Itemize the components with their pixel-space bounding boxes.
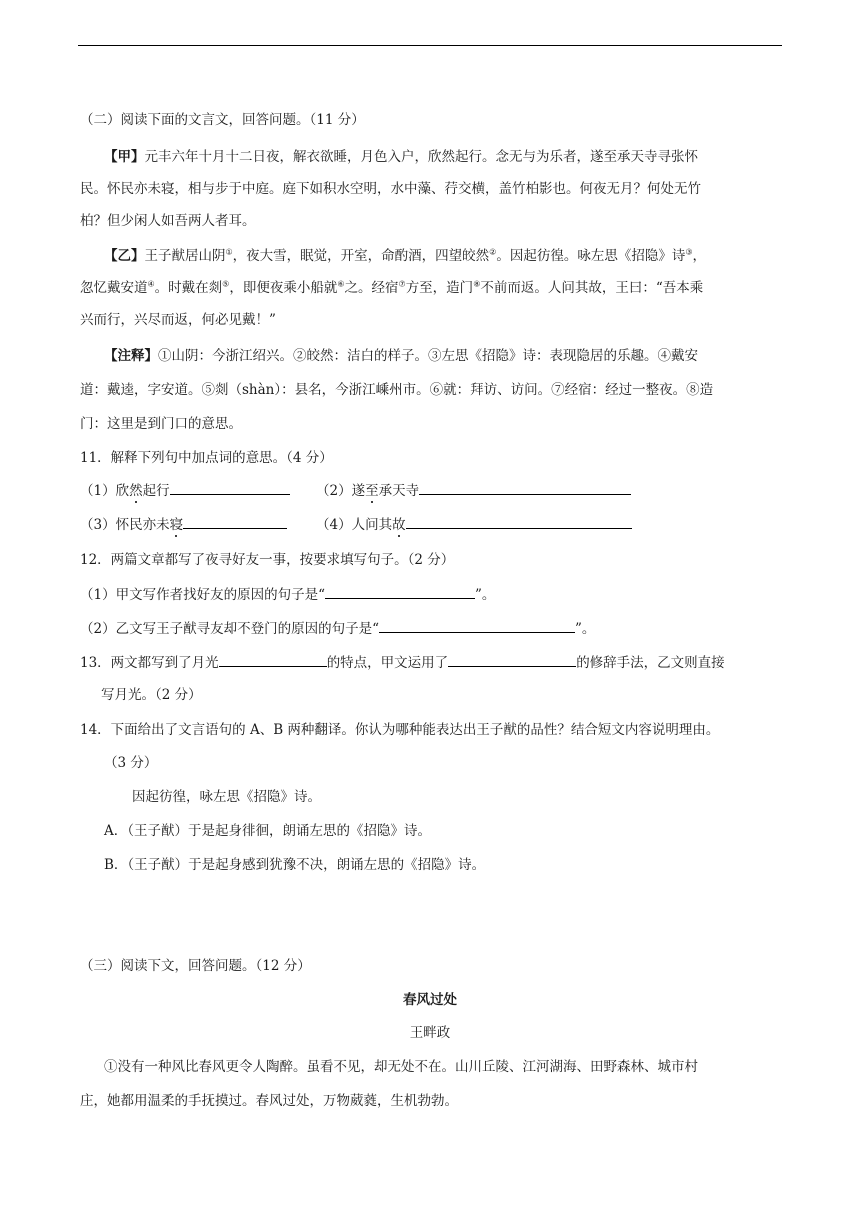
question-14-score: （3 分） [104, 755, 158, 771]
question-12-item-2: （2）乙文写王子猷寻友却不登门的原因的句子是“ ”。 [80, 621, 596, 637]
option-a-label: A． [104, 823, 128, 839]
header-rule [78, 45, 782, 46]
answer-blank[interactable] [379, 619, 575, 633]
answer-blank[interactable] [325, 585, 475, 599]
jia-line-2: 民。怀民亦未寝，相与步于中庭。庭下如积水空明，水中藻、荇交横，盖竹柏影也。何夜无月？何处无竹 [80, 181, 701, 197]
footnote-marker: ③ [685, 247, 693, 257]
option-a[interactable]: A．（王子猷）于是起身徘徊，朗诵左思的《招隐》诗。 [104, 823, 431, 839]
question-14-stem: 14．下面给出了文言语句的 A、B 两种翻译。你认为哪种能表达出王子猷的品性？结合短文内容说明理由。 [80, 722, 720, 738]
question-11-item-3: （3）怀民亦未寝 [80, 515, 287, 534]
answer-blank[interactable] [419, 481, 631, 495]
article-paragraph-1-line-2: 庄，她都用温柔的手抚摸过。春风过处，万物葳蕤，生机勃勃。 [80, 1093, 458, 1109]
yi-line-2: 忽忆戴安道④。时戴在剡⑤，即便夜乘小船就⑥之。经宿⑦方至，造门⑧不前而返。人问其故，王曰：“吾本乘 [80, 279, 704, 296]
answer-blank[interactable] [170, 481, 290, 495]
question-13-line-1: 13．两文都写到了月光 的特点，甲文运用了 的修辞手法，乙文则直接 [80, 655, 725, 671]
jia-line-3: 柏？但少闲人如吾两人者耳。 [80, 213, 256, 229]
question-13-line-2: 写月光。（2 分） [101, 687, 202, 703]
section-2-heading: （二）阅读下面的文言文，回答问题。（11 分） [80, 112, 365, 128]
dotted-word: 寝 [169, 517, 184, 533]
answer-blank[interactable] [406, 515, 632, 529]
answer-blank[interactable] [183, 515, 287, 529]
question-11-item-2: （2）遂至承天寺 [316, 481, 631, 500]
section-3-heading: （三）阅读下文，回答问题。（12 分） [80, 958, 311, 974]
question-11-item-4: （4）人问其故 [316, 515, 632, 534]
option-b[interactable]: B．（王子猷）于是起身感到犹豫不决，朗诵左思的《招隐》诗。 [104, 857, 486, 873]
footnote-marker: ④ [147, 279, 155, 289]
dotted-word: 故 [392, 517, 406, 533]
answer-blank[interactable] [219, 653, 327, 667]
notes-tag: 【注释】 [104, 348, 158, 364]
answer-blank[interactable] [448, 653, 576, 667]
footnote-marker: ⑥ [337, 279, 345, 289]
dotted-word: 至 [365, 483, 379, 499]
dotted-word: 然 [129, 483, 143, 499]
jia-tag: 【甲】 [104, 149, 145, 165]
option-b-label: B． [104, 857, 128, 873]
question-12-item-1: （1）甲文写作者找好友的原因的句子是“ ”。 [80, 587, 496, 603]
notes-line-3: 门：这里是到门口的意思。 [80, 416, 242, 432]
question-12-stem: 12．两篇文章都写了夜寻好友一事，按要求填写句子。（2 分） [80, 552, 455, 568]
footnote-marker: ⑦ [398, 279, 406, 289]
yi-line-1: 【乙】王子猷居山阴①，夜大雪，眠觉，开室，命酌酒，四望皎然②。因起彷徨。咏左思《招隐》诗③， [104, 247, 707, 264]
footnote-marker: ⑤ [222, 279, 230, 289]
footnote-marker: ① [225, 247, 233, 257]
footnote-marker: ② [489, 247, 497, 257]
question-11-item-1: （1）欣然起行 [80, 481, 290, 500]
article-paragraph-1-line-1: ①没有一种风比春风更令人陶醉。虽看不见，却无处不在。山川丘陵、江河湖海、田野森林、城市村 [104, 1059, 698, 1075]
article-title: 春风过处 [403, 992, 457, 1008]
footnote-marker: ⑧ [473, 279, 481, 289]
notes-line-2: 道：戴逵，字安道。⑤剡（shàn）：县名，今浙江嵊州市。⑥就：拜访、访问。⑦经宿：经过一整夜。⑧造 [80, 382, 714, 398]
article-author: 王畔政 [409, 1025, 451, 1041]
question-14-quote: 因起彷徨，咏左思《招隐》诗。 [132, 789, 321, 805]
yi-tag: 【乙】 [104, 248, 145, 264]
notes-line-1: 【注释】①山阴：今浙江绍兴。②皎然：洁白的样子。③左思《招隐》诗：表现隐居的乐趣。④戴安 [104, 348, 698, 364]
question-11-stem: 11．解释下列句中加点词的意思。（4 分） [80, 450, 333, 466]
yi-line-3: 兴而行，兴尽而返，何必见戴！” [80, 312, 276, 328]
jia-line-1: 【甲】元丰六年十月十二日夜，解衣欲睡，月色入户，欣然起行。念无与为乐者，遂至承天寺寻张怀 [104, 149, 698, 165]
